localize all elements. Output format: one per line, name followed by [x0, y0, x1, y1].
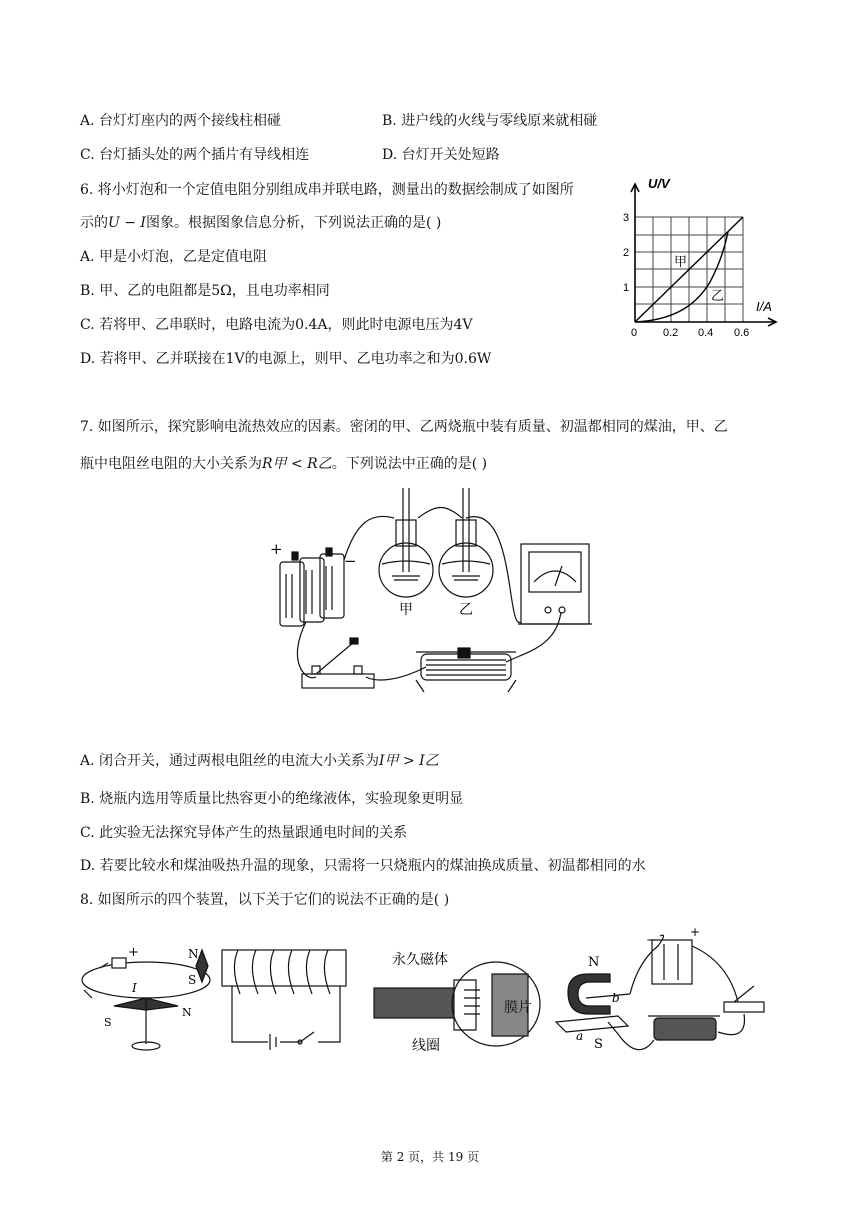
battery-plus: + — [270, 540, 283, 558]
flask-jia-label: 甲 — [399, 602, 413, 618]
battery-minus: − — [344, 552, 357, 570]
q6-option-a: A. 甲是小灯泡，乙是定值电阻 — [80, 249, 268, 265]
flask-yi — [439, 488, 493, 597]
curve-yi-label: 乙 — [711, 289, 725, 304]
fig4-plus: + — [690, 925, 701, 939]
q8-fig4-induction — [548, 922, 774, 1072]
q6-stem-post: 图象。根据图象信息分析，下列说法正确的是( ) — [145, 215, 442, 231]
thermometer-meter — [518, 544, 592, 624]
fig3-magnet-label: 永久磁体 — [392, 952, 448, 968]
q5-option-a: A. 台灯灯座内的两个接线柱相碰 — [80, 113, 282, 129]
fig1-plus: + — [128, 945, 139, 960]
q7-option-a-math: I甲 > I乙 — [379, 753, 439, 769]
fig2-north: N — [188, 947, 199, 961]
q7-option-a — [80, 752, 439, 770]
q6-option-d: D. 若将甲、乙并联接在1V的电源上，则甲、乙电功率之和为0.6W — [80, 351, 492, 367]
q5-option-c: C. 台灯插头处的两个插片有导线相连 — [80, 147, 310, 163]
fig4-b: b — [612, 991, 620, 1005]
q7-stem-post: 。下列说法中正确的是( ) — [331, 456, 488, 472]
q6-option-c: C. 若将甲、乙串联时，电路电流为0.4A，则此时电源电压为4V — [80, 317, 473, 333]
flask-jia — [379, 488, 433, 597]
q7-circuit-figure — [266, 482, 606, 710]
q5-option-b: B. 进户线的火线与零线原来就相碰 — [382, 113, 598, 129]
q7-stem-pre: 瓶中电阻丝电阻的大小关系为 — [80, 456, 262, 472]
x-tick-04: 0.4 — [698, 327, 714, 339]
wire-meter-rheostat — [506, 612, 561, 662]
wire-flask-flask — [418, 508, 462, 519]
fig1-north: N — [182, 1006, 192, 1019]
y-axis-label: U/V — [648, 176, 670, 191]
y-tick-2: 2 — [623, 247, 630, 259]
x-axis-label: I/A — [756, 299, 772, 314]
q5-option-d: D. 台灯开关处短路 — [382, 147, 500, 163]
fig3-diaphragm-label: 膜片 — [504, 1000, 532, 1016]
q7-stem-line1: 7. 如图所示，探究影响电流热效应的因素。密闭的甲、乙两烧瓶中装有质量、初温都相同的煤油，甲、乙 — [80, 419, 728, 435]
curve-jia-label: 甲 — [674, 255, 688, 270]
q7-option-b: B. 烧瓶内选用等质量比热容更小的绝缘液体，实验现象更明显 — [80, 791, 464, 807]
q6-ui-graph — [618, 172, 788, 344]
y-tick-1: 1 — [623, 282, 630, 294]
fig3-coil-label: 线圈 — [412, 1038, 440, 1054]
q6-stem-line2 — [80, 214, 441, 232]
q6-stem-pre: 示的 — [80, 215, 108, 231]
q7-option-c: C. 此实验无法探究导体产生的热量跟通电时间的关系 — [80, 825, 408, 841]
q7-option-d: D. 若要比较水和煤油吸热升温的现象，只需将一只烧瓶内的煤油换成质量、初温都相同的水 — [80, 858, 646, 874]
q7-option-a-text: A. 闭合开关，通过两根电阻丝的电流大小关系为 — [80, 753, 380, 769]
flask-yi-label: 乙 — [459, 602, 473, 618]
q7-stem-line2 — [80, 455, 487, 473]
x-tick-06: 0.6 — [734, 327, 750, 339]
fig2-south: S — [188, 973, 197, 987]
q6-stem-line1: 6. 将小灯泡和一个定值电阻分别组成串并联电路，测量出的数据绘制成了如图所 — [80, 182, 574, 198]
knife-switch — [302, 638, 374, 688]
fig4-south: S — [594, 1037, 603, 1052]
fig4-north: N — [588, 955, 600, 970]
fig1-current: I — [132, 981, 137, 995]
q7-stem-math: R甲 < R乙 — [262, 456, 332, 472]
fig4-minus: − — [646, 933, 657, 948]
rheostat — [416, 648, 516, 692]
x-tick-02: 0.2 — [663, 327, 679, 339]
q8-fig3-speaker — [368, 944, 546, 1056]
page-footer: 第 2 页，共 19 页 — [380, 1150, 480, 1164]
wire-battery-switch — [297, 622, 316, 678]
x-tick-0: 0 — [631, 327, 638, 339]
q6-option-b: B. 甲、乙的电阻都是5Ω，且电功率相同 — [80, 283, 330, 299]
q8-fig2-solenoid — [184, 944, 352, 1056]
q6-stem-math: U − I — [108, 215, 146, 231]
y-tick-3: 3 — [623, 212, 630, 224]
q8-stem: 8. 如图所示的四个装置，以下关于它们的说法不正确的是( ) — [80, 892, 450, 908]
battery — [280, 548, 344, 626]
fig1-south: S — [104, 1016, 112, 1029]
wire-rheostat-switch — [366, 667, 426, 680]
fig4-a: a — [576, 1029, 584, 1043]
